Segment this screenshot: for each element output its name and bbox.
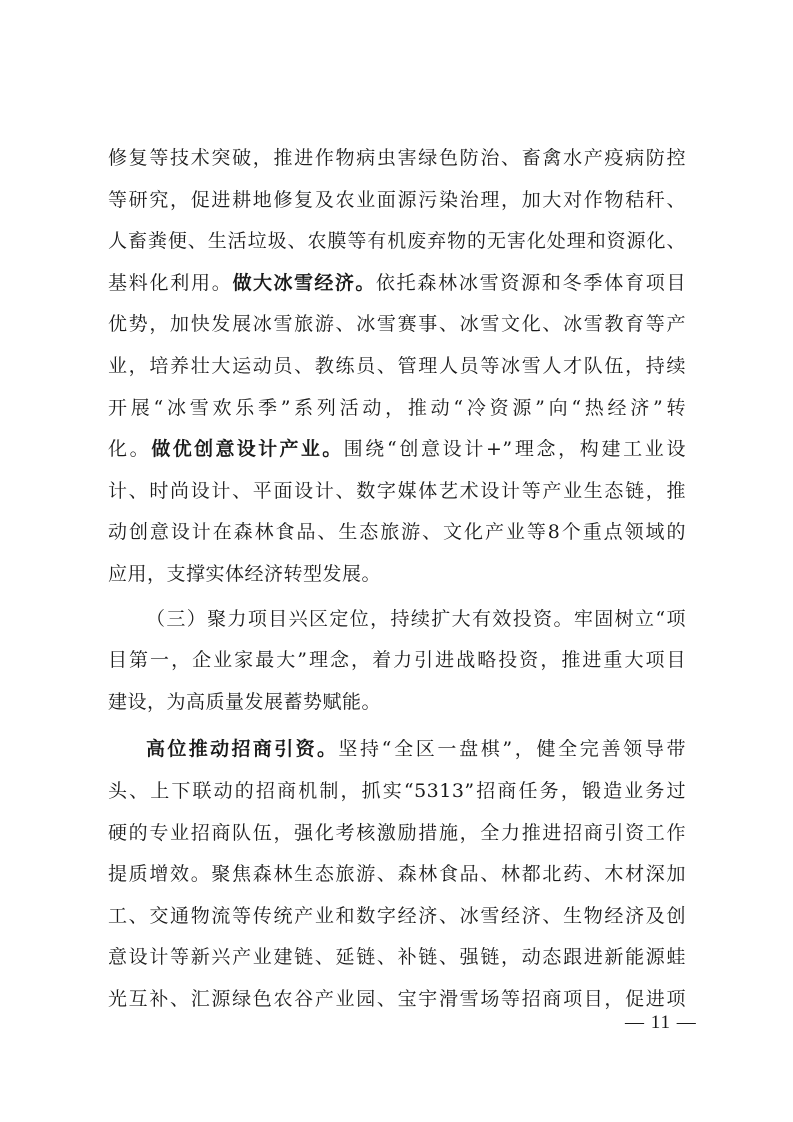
text-run: 头、上下联动的招商机制，抓实“5313”招商任务，锻造业务过 — [108, 779, 686, 802]
text-line — [108, 138, 686, 180]
text-run: 修复等技术突破，推进作物病虫害绿色防治、畜禽水产疫病防控 — [108, 147, 686, 169]
text-run: 计、时尚设计、平面设计、数字媒体艺术设计等产业生态链，推 — [108, 479, 686, 502]
text-run: 坚持“全区一盘棋”，健全完善领导带 — [338, 738, 686, 761]
text-line — [108, 771, 686, 813]
text-line — [108, 263, 686, 305]
text-run: 基料化利用。 — [108, 271, 233, 294]
text-line — [108, 180, 686, 222]
text-line — [108, 896, 686, 938]
page-number: — 11 — — [625, 1012, 697, 1033]
text-line — [108, 682, 686, 724]
text-line — [108, 554, 686, 596]
text-run: 提质增效。聚焦森林生态旅游、森林食品、林都北药、木材深加 — [108, 863, 686, 886]
text-run: 开展“冰雪欢乐季”系列活动，推动“冷资源”向“热经济”转 — [108, 396, 686, 419]
text-line — [108, 729, 686, 771]
text-run: 业，培养壮大运动员、教练员、管理人员等冰雪人才队伍，持续 — [108, 354, 686, 377]
text-line — [108, 304, 686, 346]
text-line — [108, 221, 686, 263]
text-line — [108, 854, 686, 896]
text-line — [108, 813, 686, 855]
text-run: 工、交通物流等传统产业和数字经济、冰雪经济、生物经济及创 — [108, 904, 686, 927]
text-line — [108, 640, 686, 682]
text-run: 目第一，企业家最大”理念，着力引进战略投资，推进重大项目 — [108, 649, 686, 672]
text-run: （三）聚力项目兴区定位，持续扩大有效投资。牢固树立“项 — [146, 607, 686, 630]
text-run: 依托森林冰雪资源和冬季体育项目 — [375, 271, 686, 294]
bold-heading: 做大冰雪经济。 — [232, 271, 376, 294]
text-run: 等研究，促进耕地修复及农业面源污染治理，加大对作物秸秆、 — [108, 188, 686, 211]
text-run: 硬的专业招商队伍，强化考核激励措施，全力推进招商引资工作 — [108, 821, 686, 844]
text-line — [108, 979, 686, 1021]
text-run: 动创意设计在森林食品、生态旅游、文化产业等8个重点领域的 — [108, 521, 686, 544]
text-line — [108, 937, 686, 979]
text-line — [108, 512, 686, 554]
bold-heading: 做优创意设计产业。 — [151, 438, 344, 461]
text-line — [108, 429, 686, 471]
text-line — [108, 346, 686, 388]
text-run: 人畜粪便、生活垃圾、农膜等有机废弃物的无害化处理和资源化、 — [108, 230, 686, 253]
text-line — [108, 471, 686, 513]
text-run: 围绕“创意设计+”理念，构建工业设 — [343, 438, 686, 461]
text-run: 光互补、汇源绿色农谷产业园、宝宇滑雪场等招商项目，促进项 — [108, 987, 686, 1010]
text-run: 化。 — [108, 438, 152, 461]
bold-heading: 高位推动招商引资。 — [146, 738, 339, 761]
text-run: 建设，为高质量发展蓄势赋能。 — [108, 690, 382, 713]
text-run: 优势，加快发展冰雪旅游、冰雪赛事、冰雪文化、冰雪教育等产 — [108, 313, 686, 336]
text-run: 意设计等新兴产业建链、延链、补链、强链，动态跟进新能源蛙 — [108, 946, 686, 969]
text-line — [108, 388, 686, 430]
text-run: 应用，支撑实体经济转型发展。 — [108, 562, 382, 585]
section-heading-line — [108, 599, 686, 641]
body-text — [108, 138, 686, 1020]
